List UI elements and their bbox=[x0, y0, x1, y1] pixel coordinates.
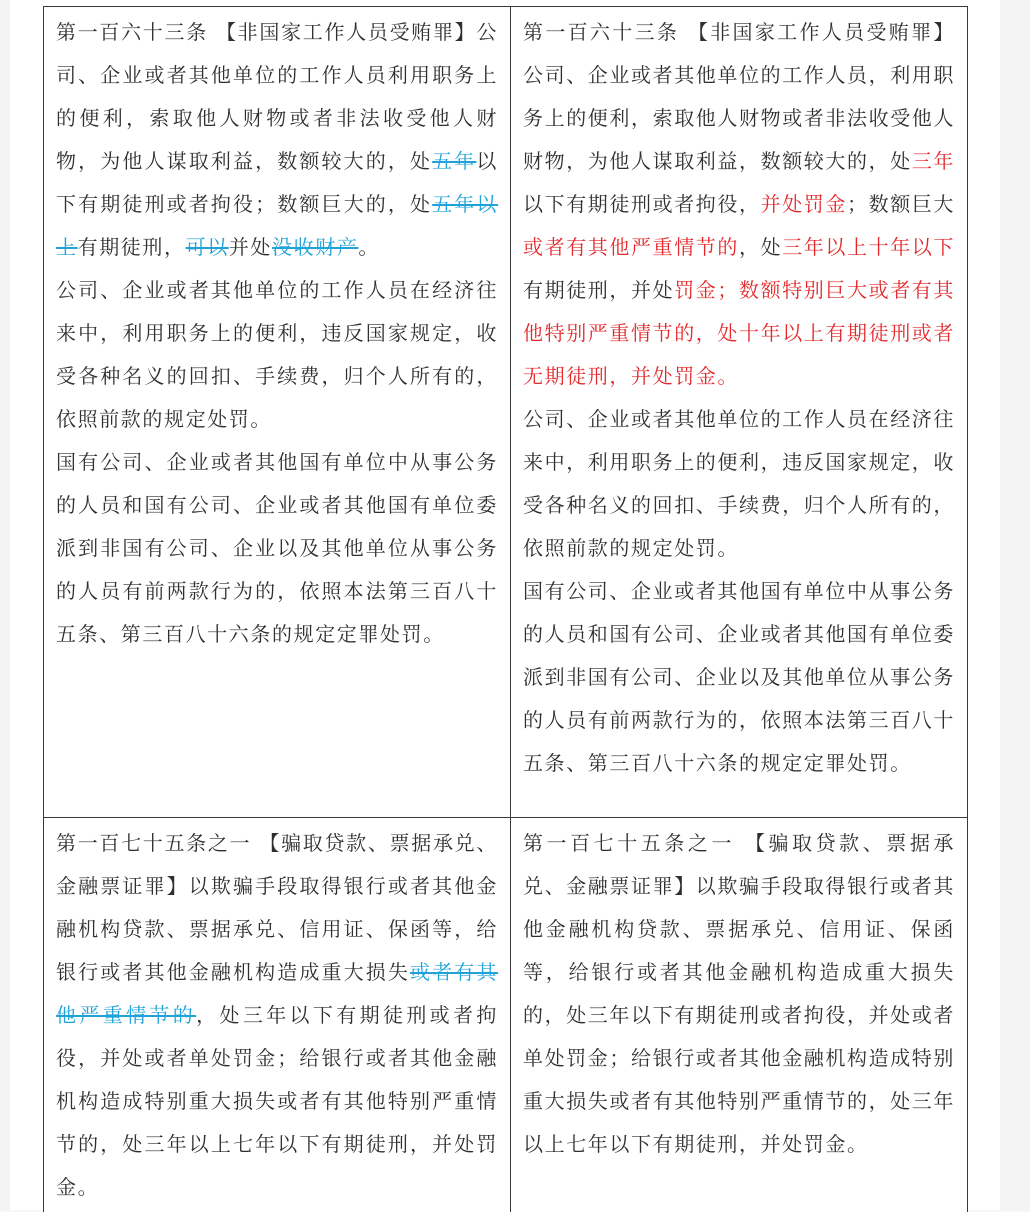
new-article-163-para-2: 公司、企业或者其他单位的工作人员在经济往来中，利用职务上的便利，违反国家规定，收受各种名义的回扣、手续费，归个人所有的，依照前款的规定处罚。 bbox=[523, 398, 955, 570]
comparison-table bbox=[43, 6, 968, 1212]
old-article-163-para-3: 国有公司、企业或者其他国有单位中从事公务的人员和国有公司、企业或者其他国有单位委派到非国有公司、企业以及其他单位从事公务的人员有前两款行为的，依照本法第三百八十五条、第三百八十六条的规定定罪处罚。 bbox=[56, 441, 498, 656]
old-article-163-para-1: 第一百六十三条 【非国家工作人员受贿罪】公司、企业或者其他单位的工作人员利用职务上的便利，索取他人财物或者非法收受他人财物，为他人谋取利益，数额较大的，处五年以下有期徒刑或者拘役；数额巨大的，处五年以上有期徒刑，可以并处没收财产。 bbox=[56, 11, 498, 269]
added-text: 并处罚金 bbox=[761, 192, 847, 216]
new-article-163-para-3: 国有公司、企业或者其他国有单位中从事公务的人员和国有公司、企业或者其他国有单位委派到非国有公司、企业以及其他单位从事公务的人员有前两款行为的，依照本法第三百八十五条、第三百八十六条的规定定罪处罚。 bbox=[523, 570, 955, 785]
added-text: 三年以上十年以下 bbox=[782, 235, 955, 259]
left-margin bbox=[0, 0, 10, 1210]
added-text: 罚金；数额特别巨大或者有其他特别严重情节的，处十年以上有期徒刑或者无期徒刑，并处罚金。 bbox=[523, 278, 955, 388]
deleted-text: 没收财产 bbox=[272, 235, 358, 259]
old-article-163-para-2: 公司、企业或者其他单位的工作人员在经济往来中，利用职务上的便利，违反国家规定，收受各种名义的回扣、手续费，归个人所有的，依照前款的规定处罚。 bbox=[56, 269, 498, 441]
new-article-163-para-1: 第一百六十三条 【非国家工作人员受贿罪】公司、企业或者其他单位的工作人员，利用职务上的便利，索取他人财物或者非法收受他人财物，为他人谋取利益，数额较大的，处三年以下有期徒刑或者拘役，并处罚金；数额巨大或者有其他严重情节的，处三年以上十年以下有期徒刑，并处罚金；数额特别巨大或者有其他特别严重情节的，处十年以上有期徒刑或者无期徒刑，并处罚金。 bbox=[523, 11, 955, 398]
old-text-cell bbox=[44, 7, 511, 818]
right-margin bbox=[1000, 0, 1030, 1210]
new-article-175-1: 第一百七十五条之一 【骗取贷款、票据承兑、金融票证罪】以欺骗手段取得银行或者其他金融机构贷款、票据承兑、信用证、保函等，给银行或者其他金融机构造成重大损失的，处三年以下有期徒刑或者拘役，并处或者单处罚金；给银行或者其他金融机构造成特别重大损失或者有其他特别严重情节的，处三年以上七年以下有期徒刑，并处罚金。 bbox=[523, 822, 955, 1166]
deleted-text: 五年 bbox=[432, 149, 476, 173]
new-text-cell bbox=[511, 818, 968, 1212]
new-text-cell bbox=[511, 7, 968, 818]
added-text: 或者有其他严重情节的 bbox=[523, 235, 739, 259]
deleted-text: 或者有其他严重情节的 bbox=[56, 960, 498, 1027]
table-row bbox=[44, 818, 968, 1212]
added-text: 三年 bbox=[912, 149, 955, 173]
old-article-175-1: 第一百七十五条之一 【骗取贷款、票据承兑、金融票证罪】以欺骗手段取得银行或者其他金融机构贷款、票据承兑、信用证、保函等，给银行或者其他金融机构造成重大损失或者有其他严重情节的，处三年以下有期徒刑或者拘役，并处或者单处罚金；给银行或者其他金融机构造成特别重大损失或者有其他特别严重情节的，处三年以上七年以下有期徒刑，并处罚金。 bbox=[56, 822, 498, 1209]
old-text-cell bbox=[44, 818, 511, 1212]
deleted-text: 可以 bbox=[186, 235, 229, 259]
deleted-text: 五年以上 bbox=[56, 192, 498, 259]
table-row bbox=[44, 7, 968, 818]
